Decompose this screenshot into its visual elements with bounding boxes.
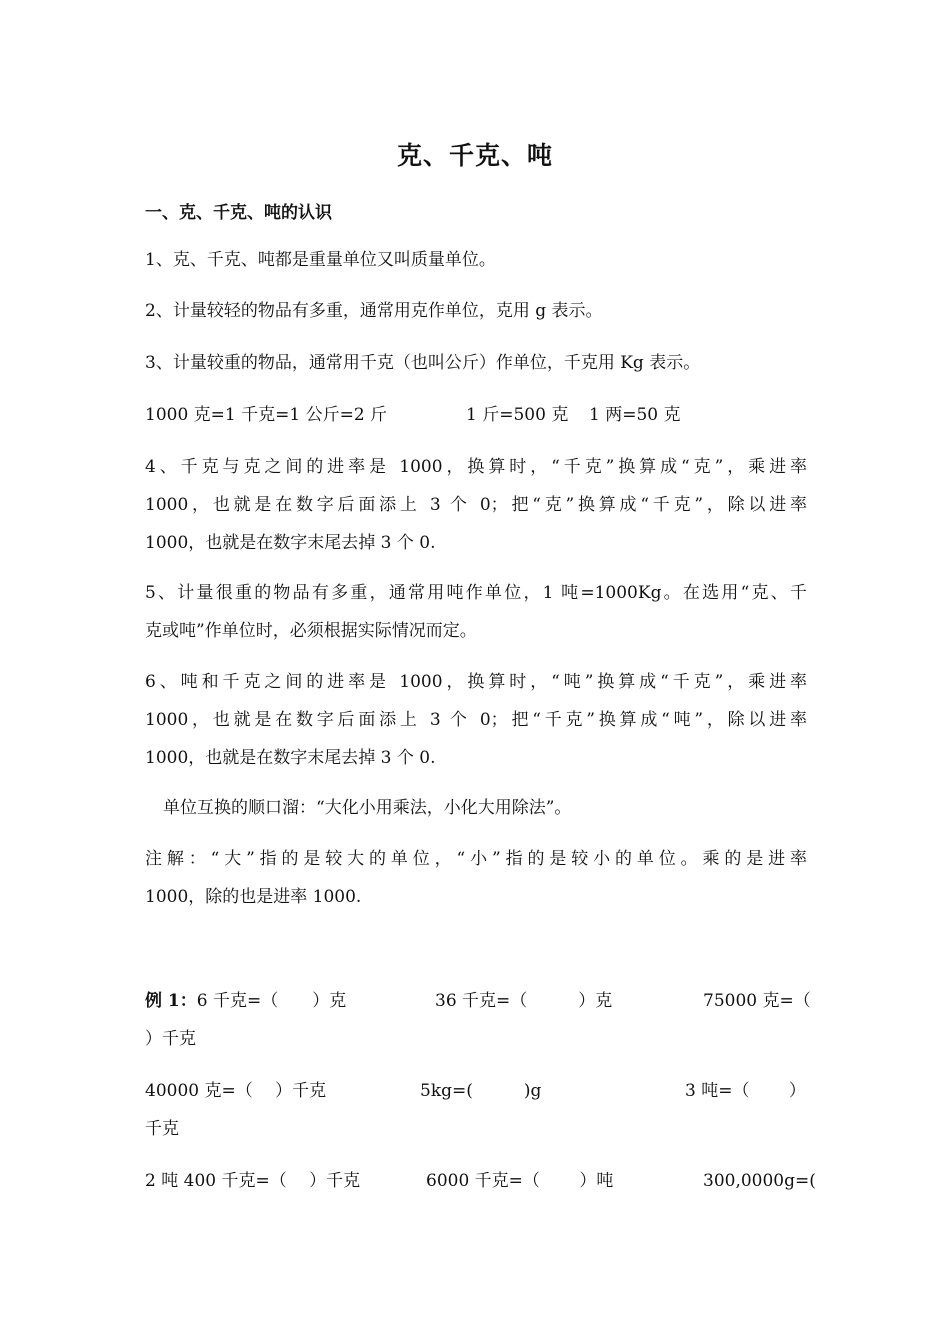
paragraph-6-line-1: 6、吨和千克之间的进率是 1000，换算时，“吨”换算成“千克”，乘进率 <box>145 672 807 692</box>
paragraph-6-line-3: 1000，也就是在数字末尾去掉 3 个 0. <box>145 748 436 768</box>
note <box>145 840 807 916</box>
paragraph-5 <box>145 574 807 650</box>
paragraph-5-line-2: 克或吨”作单位时，必须根据实际情况而定。 <box>145 621 477 641</box>
paragraph-3 <box>145 344 807 382</box>
exercise-2c-unit: 千克 <box>145 1119 179 1139</box>
note-line-2: 1000，除的也是进率 1000. <box>145 887 362 907</box>
paragraph-1-text: 1、克、千克、吨都是重量单位又叫质量单位。 <box>145 250 496 270</box>
paragraph-6 <box>145 663 807 777</box>
paragraph-6-line-2: 1000，也就是在数字后面添上 3 个 0；把“千克”换算成“吨”，除以进率 <box>145 710 807 730</box>
exercise-2c: 3 吨=（ ） <box>685 1081 806 1101</box>
paragraph-5-line-1: 5、计量很重的物品有多重，通常用吨作单位，1 吨=1000Kg。在选用“克、千 <box>145 583 807 603</box>
example-1-heading <box>145 982 346 1020</box>
exercise-1b: 36 千克=（ ）克 <box>435 991 613 1011</box>
paragraph-4-line-3: 1000，也就是在数字末尾去掉 3 个 0. <box>145 533 436 553</box>
note-line-1: 注解：“大”指的是较大的单位，“小”指的是较小的单位。乘的是进率 <box>145 849 807 869</box>
exercise-3b: 6000 千克=（ ）吨 <box>426 1171 614 1191</box>
exercise-2a: 40000 克=（ ）千克 <box>145 1081 327 1101</box>
exercise-3c: 300,0000g=( <box>703 1171 816 1191</box>
conversion-liang-gram: 1 两=50 克 <box>589 405 681 425</box>
conversion-kg-jin: 1000 克=1 千克=1 公斤=2 斤 <box>145 405 388 425</box>
paragraph-4-line-2: 1000，也就是在数字后面添上 3 个 0；把“克”换算成“千克”，除以进率 <box>145 495 807 515</box>
unit-rhyme: 单位互换的顺口溜：“大化小用乘法，小化大用除法”。 <box>163 798 572 818</box>
example-colon: ： <box>179 991 197 1011</box>
section-heading: 一、克、千克、吨的认识 <box>145 203 332 223</box>
exercise-1c-unit: ）千克 <box>145 1029 196 1049</box>
page-title: 克、千克、吨 <box>396 141 553 170</box>
paragraph-1 <box>145 241 807 279</box>
conversion-jin-gram: 1 斤=500 克 <box>466 405 569 425</box>
paragraph-4 <box>145 448 807 562</box>
exercise-3a: 2 吨 400 千克=（ ）千克 <box>145 1171 361 1191</box>
paragraph-2-text: 2、计量较轻的物品有多重，通常用克作单位，克用 g 表示。 <box>145 301 603 321</box>
exercise-1c: 75000 克=（ <box>703 991 811 1011</box>
paragraph-3-text: 3、计量较重的物品，通常用千克（也叫公斤）作单位，千克用 Kg 表示。 <box>145 353 701 373</box>
example-label: 例 1 <box>145 991 180 1011</box>
paragraph-2 <box>145 292 807 330</box>
paragraph-4-line-1: 4、千克与克之间的进率是 1000，换算时，“千克”换算成“克”，乘进率 <box>145 457 807 477</box>
exercise-2b: 5kg=( )g <box>420 1081 542 1101</box>
exercise-1a: 6 千克=（ ）克 <box>196 991 347 1011</box>
